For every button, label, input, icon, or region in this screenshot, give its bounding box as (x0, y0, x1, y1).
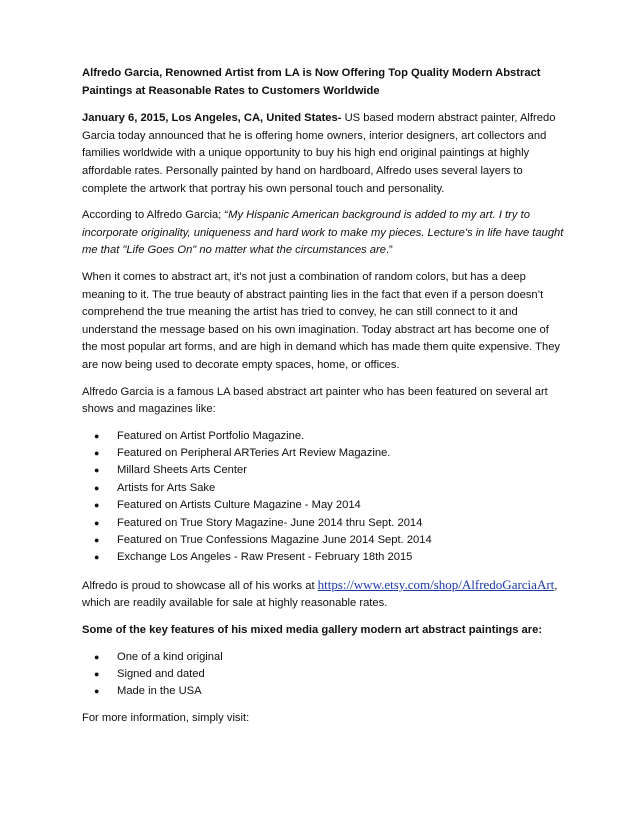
closing-line: For more information, simply visit: (82, 711, 250, 724)
dateline: January 6, 2015, Los Angeles, CA, United States- (82, 112, 342, 125)
showcase-suffix: , which are readily available for sale at highly reasonable rates. (82, 579, 558, 610)
bullet-icon: ● (94, 668, 100, 679)
list-item-text: Featured on Artists Culture Magazine - May 2014 (117, 499, 361, 512)
abstract-art-paragraph: When it comes to abstract art, it’s not just a combination of random colors, but has a deep meaning to it. The true beauty of abstract painting lies in the fact that even if a person doesn’t comprehend the true meaning the artist has tried to convey, he can still connect to it and understand the message based on his own imagination. Today abstract art has become one of the most popular art forms, and are high in demand which has made them quite expensive. They are now being used to decorate empty spaces, home, or offices. (82, 270, 561, 371)
bullet-icon: ● (94, 552, 100, 563)
list-item (82, 515, 564, 532)
intro-body: US based modern abstract painter, Alfredo Garcia today announced that he is offering home owners, interior designers, art collectors and families worldwide with a unique opportunity to buy his high end original paintings at highly affordable rates. Personally painted by hand on hardboard, Alfredo uses several layers to complete the artwork that portray his own personal touch and personality. (82, 112, 556, 195)
list-item (82, 428, 564, 445)
list-item-text: Exchange Los Angeles - Raw Present - February 18th 2015 (117, 551, 413, 564)
artist-quote: My Hispanic American background is added to my art. I try to incorporate originality, uniqueness and hard work to make my pieces. Lecture's in life have taught me that "Life Goes On" no matter what the circumstances are (82, 209, 564, 257)
list-item-text: Signed and dated (117, 667, 205, 680)
bullet-icon: ● (94, 430, 100, 441)
quote-prefix: According to Alfredo Garcia; “ (82, 209, 229, 222)
list-item (82, 532, 564, 549)
showcase-paragraph (82, 576, 564, 613)
list-item-text: Featured on True Confessions Magazine June 2014 Sept. 2014 (117, 534, 432, 547)
list-item (82, 497, 564, 514)
bullet-icon: ● (94, 448, 100, 459)
headline: Alfredo Garcia, Renowned Artist from LA is Now Offering Top Quality Modern Abstract Paintings at Reasonable Rates to Customers Worldwide (82, 67, 541, 97)
featured-intro: Alfredo Garcia is a famous LA based abstract art painter who has been featured on several art shows and magazines like: (82, 385, 548, 416)
list-item-text: Millard Sheets Arts Center (117, 464, 247, 477)
bullet-icon: ● (94, 535, 100, 546)
featured-list (82, 428, 564, 567)
list-item-text: Featured on Peripheral ARTeries Art Review Magazine. (117, 447, 391, 460)
list-item (82, 549, 564, 566)
list-item (82, 666, 564, 683)
etsy-shop-link[interactable]: https://www.etsy.com/shop/AlfredoGarciaArt (317, 576, 555, 592)
features-heading: Some of the key features of his mixed media gallery modern art abstract paintings are: (82, 624, 543, 636)
bullet-icon: ● (94, 500, 100, 511)
quote-suffix: .” (385, 244, 393, 257)
features-list (82, 649, 564, 701)
list-item-text: Featured on Artist Portfolio Magazine. (117, 429, 305, 442)
bullet-icon: ● (94, 686, 100, 697)
list-item (82, 480, 564, 497)
intro-paragraph (82, 110, 564, 198)
list-item (82, 649, 564, 666)
showcase-prefix: Alfredo is proud to showcase all of his works at (82, 579, 318, 592)
list-item-text: Artists for Arts Sake (117, 481, 216, 494)
bullet-icon: ● (94, 651, 100, 662)
quote-paragraph (82, 207, 564, 260)
press-release-document (82, 65, 564, 736)
bullet-icon: ● (94, 517, 100, 528)
list-item (82, 462, 564, 479)
list-item (82, 683, 564, 700)
list-item (82, 445, 564, 462)
bullet-icon: ● (94, 465, 100, 476)
list-item-text: Made in the USA (117, 685, 202, 698)
bullet-icon: ● (94, 482, 100, 493)
list-item-text: One of a kind original (117, 650, 223, 663)
list-item-text: Featured on True Story Magazine- June 2014 thru Sept. 2014 (117, 516, 423, 529)
